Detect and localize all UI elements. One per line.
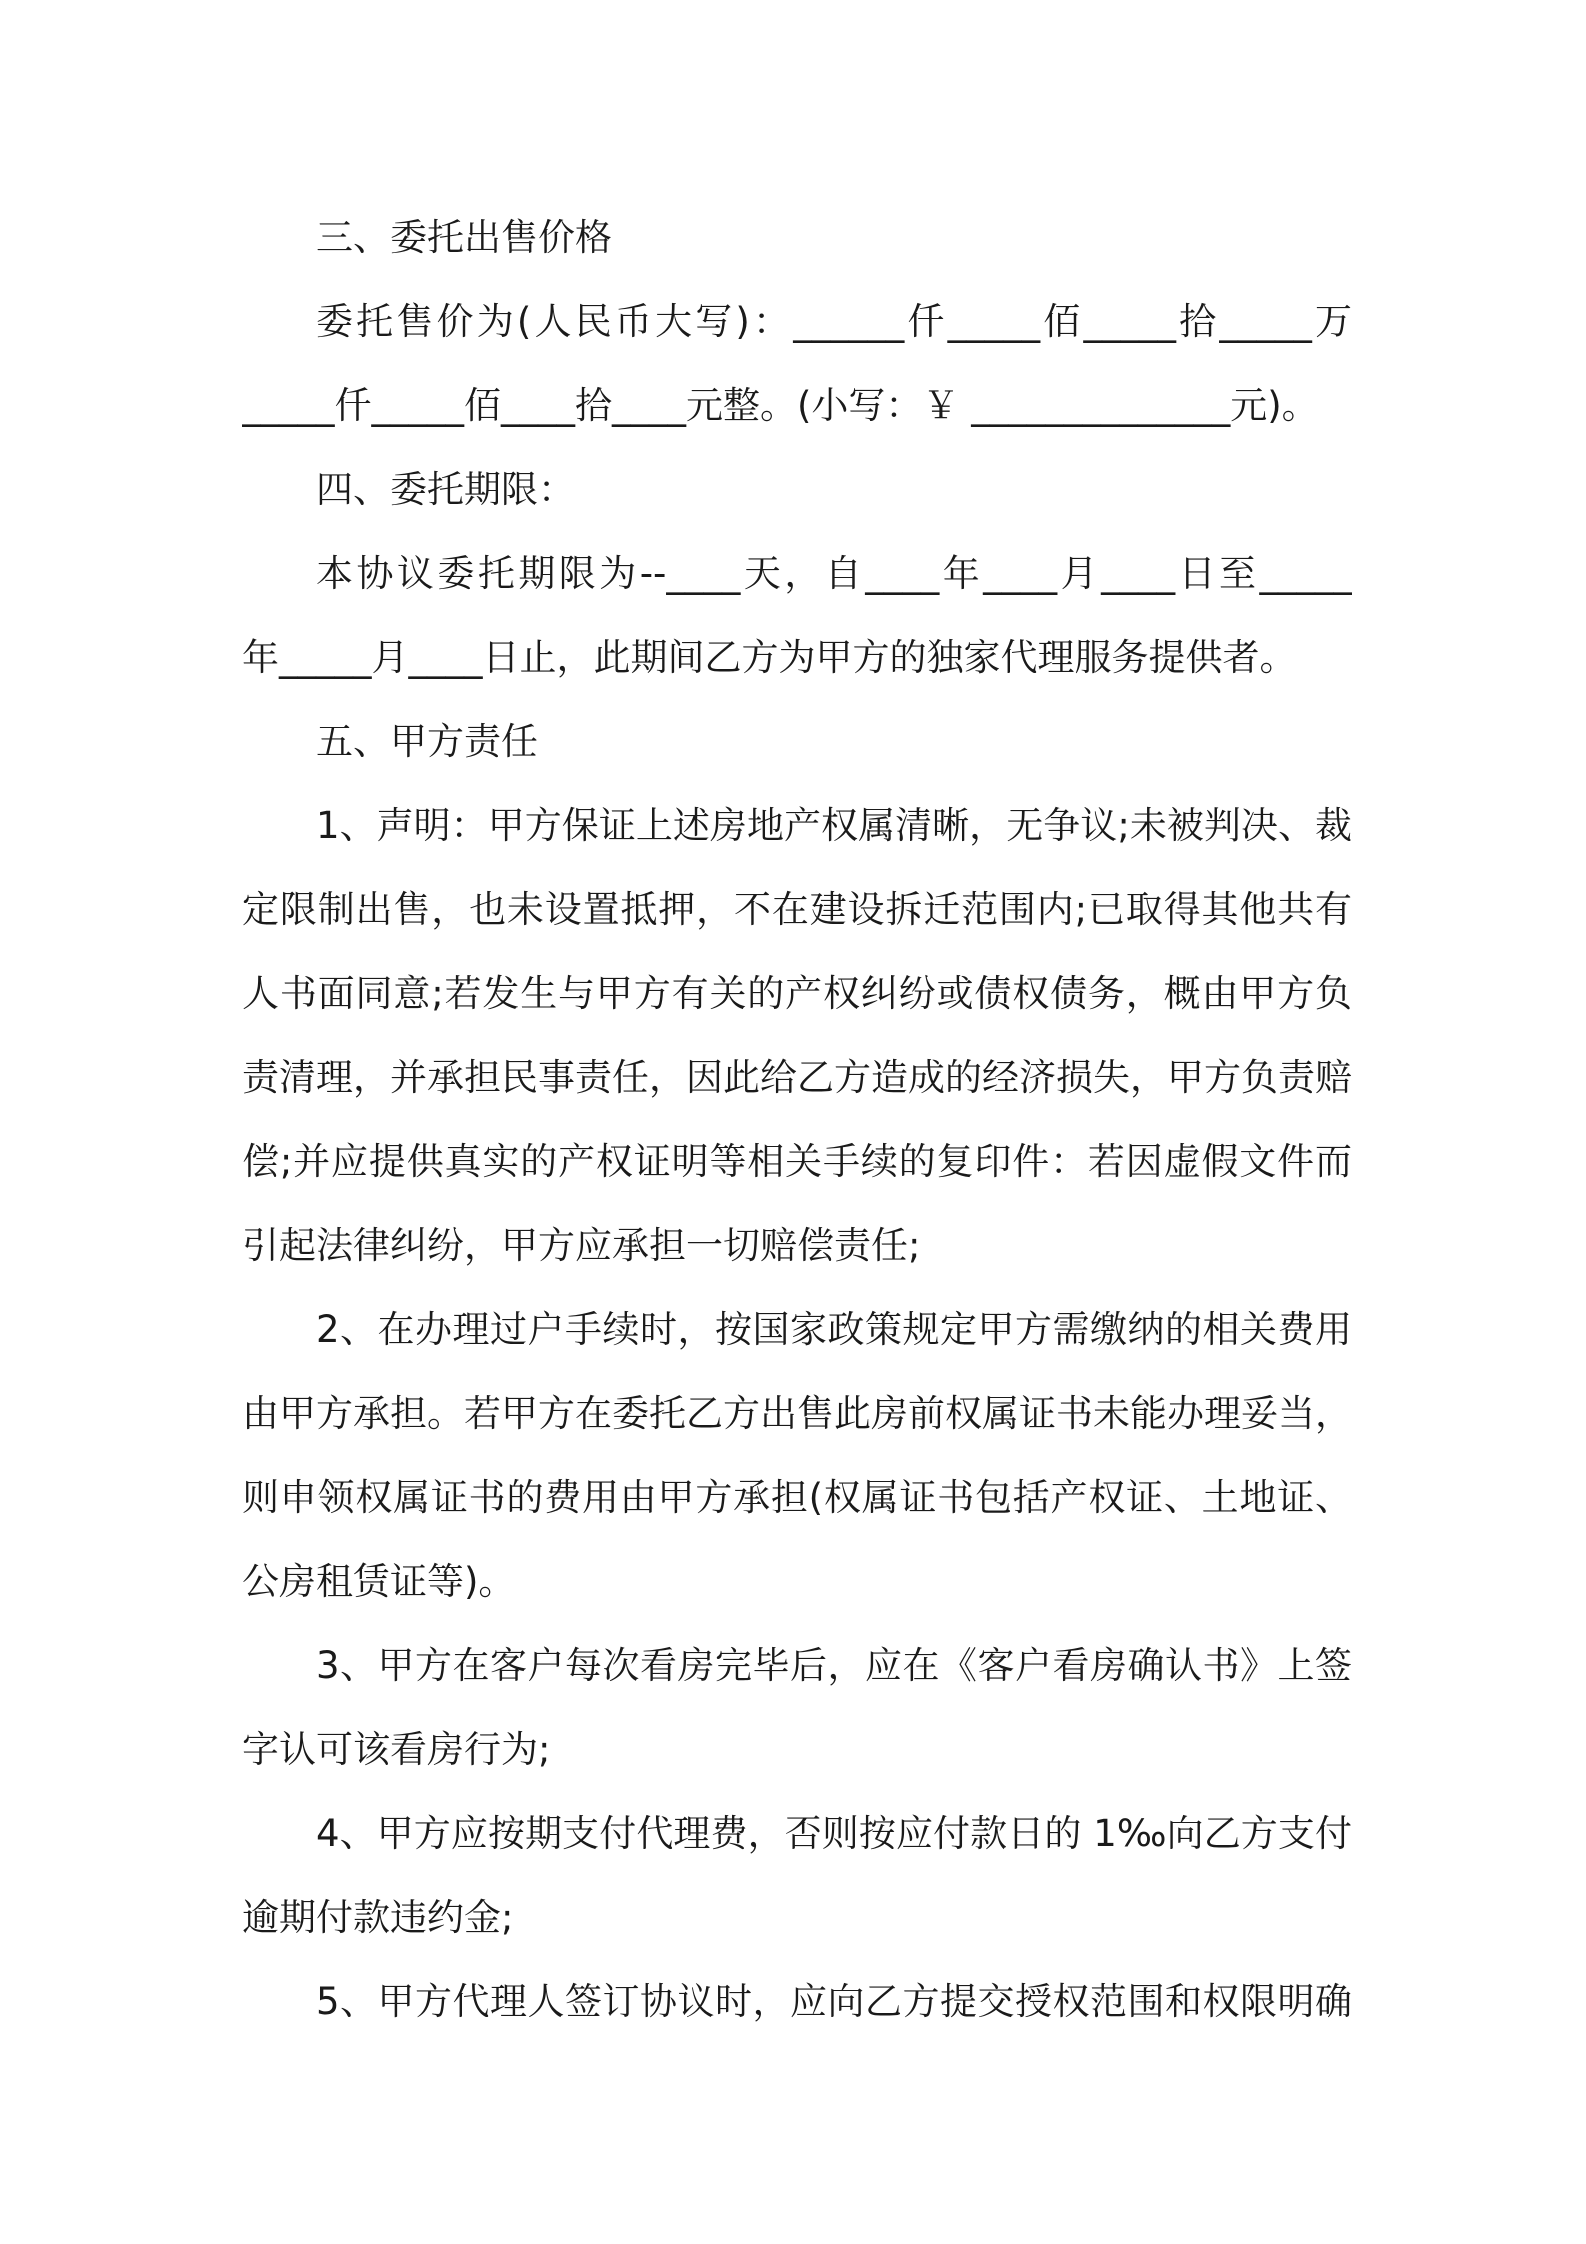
section-heading-price: 三、委托出售价格 [316,216,612,259]
paragraph-line: 逾期付款违约金; [242,1896,514,1939]
paragraph-line: 4、甲方应按期支付代理费，否则按应付款日的 1‰向乙方支付 [316,1812,1352,1855]
section-heading-party-a: 五、甲方责任 [316,720,538,763]
paragraph-line: 公房租赁证等)。 [242,1560,516,1603]
paragraph-line: 定限制出售，也未设置抵押，不在建设拆迁范围内;已取得其他共有 [242,888,1352,931]
paragraph-line: 委托售价为(人民币大写)：______仟_____佰_____拾_____万 [316,300,1352,343]
paragraph-line: 年_____月____日止，此期间乙方为甲方的独家代理服务提供者。 [242,636,1297,679]
paragraph-line: _____仟_____佰____拾____元整。(小写：￥ ______________元)。 [242,384,1319,427]
document-body [242,196,1352,2044]
paragraph-line: 本协议委托期限为--____天，自____年____月____日至_____ [316,552,1352,595]
paragraph-line: 则申领权属证书的费用由甲方承担(权属证书包括产权证、土地证、 [242,1476,1352,1519]
paragraph-line: 1、声明：甲方保证上述房地产权属清晰，无争议;未被判决、裁 [316,804,1352,847]
paragraph-line: 责清理，并承担民事责任，因此给乙方造成的经济损失，甲方负责赔 [242,1056,1352,1099]
paragraph-line: 引起法律纠纷，甲方应承担一切赔偿责任; [242,1224,921,1267]
paragraph-line: 偿;并应提供真实的产权证明等相关手续的复印件：若因虚假文件而 [242,1140,1352,1183]
section-heading-term: 四、委托期限： [316,468,575,511]
paragraph-line: 5、甲方代理人签订协议时，应向乙方提交授权范围和权限明确 [316,1980,1352,2023]
paragraph-line: 人书面同意;若发生与甲方有关的产权纠纷或债权债务，概由甲方负 [242,972,1352,1015]
paragraph-line: 3、甲方在客户每次看房完毕后，应在《客户看房确认书》上签 [316,1644,1352,1687]
paragraph-line: 字认可该看房行为; [242,1728,551,1771]
paragraph-line: 2、在办理过户手续时，按国家政策规定甲方需缴纳的相关费用 [316,1308,1352,1351]
paragraph-line: 由甲方承担。若甲方在委托乙方出售此房前权属证书未能办理妥当， [242,1392,1352,1435]
